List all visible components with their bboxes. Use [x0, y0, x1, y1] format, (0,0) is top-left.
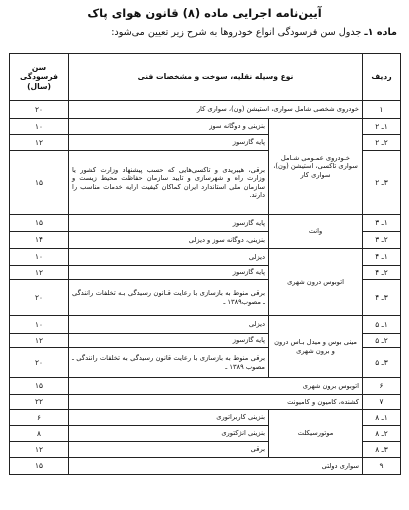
cell-age: ۱۲ [10, 266, 69, 280]
cell-fuel-spec: برقی، هیبریدی و تاکسی‌هایی که حسب پیشنهاد وزارت کشور یا وزارت راه و شهرسازی و تایید سازمان حفاظت محیط زیست و سازمان ملی استاندارد ایران کماکان کیفیت ارایه خدمات مناسب را دارند. [69, 151, 269, 215]
cell-fuel-spec: بنزینی، دوگانه سوز و دیزلی [69, 232, 269, 249]
cell-radif: ۲ـ ۵ [363, 334, 401, 348]
cell-radif: ۲ـ ۴ [363, 266, 401, 280]
cell-fuel-spec: پایه گازسوز [69, 215, 269, 232]
cell-age: ۱۲ [10, 334, 69, 348]
cell-radif: ۳ـ ۸ [363, 442, 401, 458]
cell-radif: ۶ [363, 378, 401, 395]
table-row [10, 101, 401, 119]
cell-fuel-spec: برقی [69, 442, 269, 458]
cell-radif: ۷ [363, 395, 401, 410]
cell-fuel-spec: برقی منوط به بازسازی با رعایت قانون رسیدگی به تخلفات رانندگی ـ مصوب ۱۳۸۹ ـ [69, 348, 269, 378]
cell-radif: ۳ـ ۴ [363, 280, 401, 316]
cell-vehicle-type: اتوبوس برون شهری [69, 378, 363, 395]
cell-radif: ۲ـ ۸ [363, 426, 401, 442]
cell-age: ۱۵ [10, 215, 69, 232]
cell-vehicle-group: مینی بوس و میدل بـاس درون و برون شهری [269, 316, 363, 378]
cell-radif: ۳ـ ۲ [363, 151, 401, 215]
table-row [10, 316, 401, 334]
header-age: سن فرسودگی (سال) [10, 54, 69, 101]
cell-fuel-spec: بنزینی و دوگانه سوز [69, 119, 269, 135]
cell-fuel-spec: بنزینی کاربراتوری [69, 410, 269, 426]
cell-age: ۲۰ [10, 101, 69, 119]
vehicle-age-table [9, 53, 401, 475]
table-row [10, 458, 401, 475]
cell-fuel-spec: بنزینی انژکتوری [69, 426, 269, 442]
table-row [10, 378, 401, 395]
cell-age: ۱۴ [10, 232, 69, 249]
cell-vehicle-group: وانت [269, 215, 363, 249]
cell-age: ۸ [10, 426, 69, 442]
cell-radif: ۱ـ ۴ [363, 249, 401, 266]
cell-age: ۱۵ [10, 378, 69, 395]
cell-radif: ۹ [363, 458, 401, 475]
article-text: جدول سن فرسودگی انواع خودروها به شرح زیر تعیین می‌شود: [111, 27, 362, 38]
cell-radif: ۲ـ ۳ [363, 232, 401, 249]
cell-radif: ۲ـ ۲ [363, 135, 401, 151]
page-title: آیین‌نامه اجرایی ماده (۸) قانون هوای پاک [87, 6, 322, 20]
cell-age: ۱۰ [10, 316, 69, 334]
table-row [10, 395, 401, 410]
cell-fuel-spec: برقی منوط به بازسازی با رعایت قـانون رسیدگی بـه تخلفات رانندگی ـ مصوب۱۳۸۹ ـ [69, 280, 269, 316]
cell-vehicle-type: خودروی شخصی شامل سواری، استیشن (ون)، سواری کار [69, 101, 363, 119]
header-radif: ردیف [363, 54, 401, 101]
cell-age: ۲۲ [10, 395, 69, 410]
cell-age: ۲۰ [10, 348, 69, 378]
header-vehicle-type: نوع وسیله نقلیه، سوخت و مشخصات فنی [69, 54, 363, 101]
table-row [10, 215, 401, 232]
cell-age: ۲۰ [10, 280, 69, 316]
cell-fuel-spec: دیزلی [69, 316, 269, 334]
cell-radif: ۳ـ ۵ [363, 348, 401, 378]
cell-age: ۱۵ [10, 458, 69, 475]
cell-radif: ۱ـ ۸ [363, 410, 401, 426]
table-row [10, 119, 401, 135]
article-subtitle [7, 27, 397, 38]
table-header-row [10, 54, 401, 101]
cell-radif: ۱ [363, 101, 401, 119]
cell-age: ۱۰ [10, 119, 69, 135]
cell-vehicle-group: خـودروی عمـومی شـامل سواری تاکسی، استیشن (ون)، سواری کار [269, 119, 363, 215]
cell-radif: ۱ـ ۲ [363, 119, 401, 135]
cell-fuel-spec: دیزلی [69, 249, 269, 266]
cell-vehicle-type: کشنده، کامیون و کامیونت [69, 395, 363, 410]
cell-fuel-spec: پایه گازسوز [69, 135, 269, 151]
cell-radif: ۱ـ ۳ [363, 215, 401, 232]
cell-vehicle-group: موتورسیکلت [269, 410, 363, 458]
cell-vehicle-type: سواری دولتی [69, 458, 363, 475]
table-row [10, 249, 401, 266]
cell-fuel-spec: پایه گازسوز [69, 334, 269, 348]
cell-age: ۱۵ [10, 151, 69, 215]
table-row [10, 410, 401, 426]
cell-radif: ۱ـ ۵ [363, 316, 401, 334]
cell-vehicle-group: اتوبوس درون شهری [269, 249, 363, 316]
cell-age: ۶ [10, 410, 69, 426]
article-number: ماده ۱ـ [364, 27, 397, 38]
cell-age: ۱۲ [10, 135, 69, 151]
cell-age: ۱۲ [10, 442, 69, 458]
cell-fuel-spec: پایه گازسوز [69, 266, 269, 280]
cell-age: ۱۰ [10, 249, 69, 266]
